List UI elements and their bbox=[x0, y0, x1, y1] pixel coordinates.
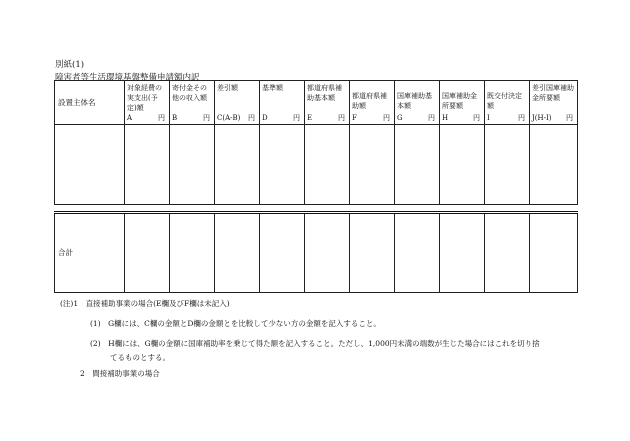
document-title: 障害者等生活環境基盤整備申請額内訳 bbox=[55, 73, 200, 83]
header-col-e: 都道府県補助基本額 E 円 bbox=[305, 81, 350, 125]
total-f[interactable] bbox=[350, 213, 395, 293]
total-b[interactable] bbox=[170, 213, 215, 293]
total-e[interactable] bbox=[305, 213, 350, 293]
total-i[interactable] bbox=[485, 213, 530, 293]
cell-g[interactable] bbox=[395, 125, 440, 205]
data-row bbox=[55, 125, 578, 205]
header-col-j: 差引国庫補助金所要額 J(H-I) 円 bbox=[530, 81, 578, 125]
total-a[interactable] bbox=[125, 213, 170, 293]
cell-c[interactable] bbox=[215, 125, 260, 205]
cell-e[interactable] bbox=[305, 125, 350, 205]
attachment-label: 別紙(1) bbox=[55, 60, 85, 70]
total-h[interactable] bbox=[440, 213, 485, 293]
cell-i[interactable] bbox=[485, 125, 530, 205]
header-row bbox=[55, 81, 578, 125]
header-col-f: 都道府県補助額 F 円 bbox=[350, 81, 395, 125]
total-label: 合計 bbox=[55, 213, 125, 293]
header-col-g: 国庫補助基本額 G 円 bbox=[395, 81, 440, 125]
header-col-i: 既交付決定額 I 円 bbox=[485, 81, 530, 125]
gap-row bbox=[55, 205, 578, 213]
header-organization: 設置主体名 bbox=[55, 81, 125, 125]
cell-j[interactable] bbox=[530, 125, 578, 205]
note-1-2-cont: てるものとする。 bbox=[110, 353, 170, 362]
budget-table bbox=[54, 80, 578, 293]
cell-b[interactable] bbox=[170, 125, 215, 205]
organization-cell[interactable] bbox=[55, 125, 125, 205]
total-g[interactable] bbox=[395, 213, 440, 293]
total-d[interactable] bbox=[260, 213, 305, 293]
cell-a[interactable] bbox=[125, 125, 170, 205]
cell-h[interactable] bbox=[440, 125, 485, 205]
cell-f[interactable] bbox=[350, 125, 395, 205]
note-1-1: (1) G欄には、C欄の金額とD欄の金額とを比較して少ない方の金額を記入すること。 bbox=[90, 319, 381, 328]
cell-d[interactable] bbox=[260, 125, 305, 205]
header-col-b: 寄付金その他の収入額 B 円 bbox=[170, 81, 215, 125]
total-c[interactable] bbox=[215, 213, 260, 293]
note-1: (注)1 直接補助事業の場合(E欄及びF欄は未記入) bbox=[60, 299, 230, 308]
total-row bbox=[55, 213, 578, 293]
note-1-2: (2) H欄には、G欄の金額に国庫補助率を乗じて得た額を記入すること。ただし、1,000円未満の端数が生じた場合にはこれを切り捨 bbox=[90, 339, 540, 348]
header-col-h: 国庫補助金所要額 H 円 bbox=[440, 81, 485, 125]
note-2: 2 間接補助事業の場合 bbox=[80, 369, 160, 378]
total-j[interactable] bbox=[530, 213, 578, 293]
header-col-a: 対象経費の実支出(予定)額 A 円 bbox=[125, 81, 170, 125]
header-col-d: 基準額 D 円 bbox=[260, 81, 305, 125]
header-col-c: 差引額 C(A-B) 円 bbox=[215, 81, 260, 125]
